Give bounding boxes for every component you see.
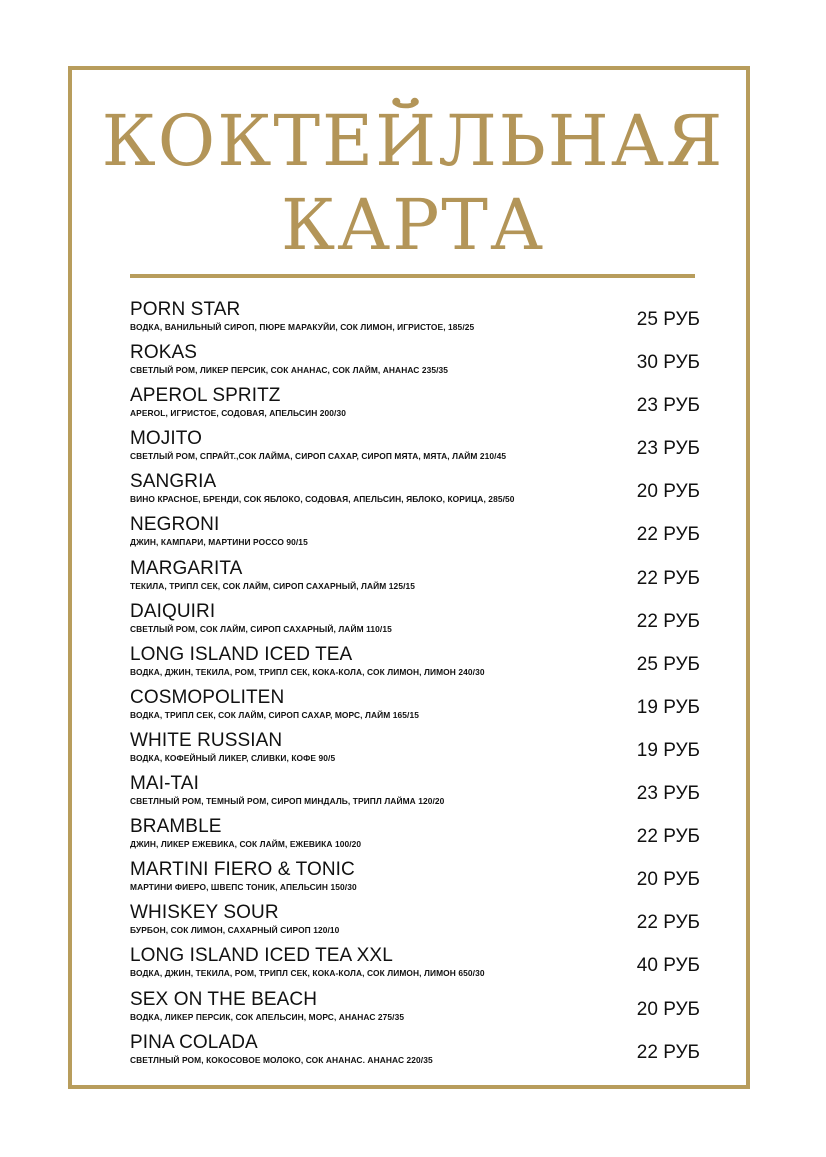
cocktail-price: 25 РУБ bbox=[636, 653, 700, 675]
cocktail-item bbox=[130, 1032, 700, 1075]
cocktail-ingredients: СВЕТЛНЫЙ РОМ, КОКОСОВОЕ МОЛОКО, СОК АНАНАС. АНАНАС 220/35 bbox=[130, 1054, 433, 1065]
cocktail-ingredients: ВИНО КРАСНОЕ, БРЕНДИ, СОК ЯБЛОКО, СОДОВАЯ, АПЕЛЬСИН, ЯБЛОКО, КОРИЦА, 285/50 bbox=[130, 494, 515, 505]
cocktail-name: MARGARITA bbox=[130, 557, 243, 579]
cocktail-price: 20 РУБ bbox=[636, 481, 700, 503]
title-divider bbox=[130, 274, 695, 278]
cocktail-item bbox=[130, 299, 700, 342]
cocktail-name: SEX ON THE BEACH bbox=[130, 988, 318, 1010]
cocktail-price: 19 РУБ bbox=[636, 696, 700, 718]
cocktail-price: 40 РУБ bbox=[636, 955, 700, 977]
cocktail-item bbox=[130, 989, 700, 1032]
cocktail-name: WHITE RUSSIAN bbox=[130, 729, 283, 751]
cocktail-ingredients: ДЖИН, КАМПАРИ, МАРТИНИ РОССО 90/15 bbox=[130, 537, 308, 548]
cocktail-item bbox=[130, 385, 700, 428]
cocktail-name: LONG ISLAND ICED TEA bbox=[130, 643, 353, 665]
cocktail-ingredients: ВОДКА, ТРИПЛ СЕК, СОК ЛАЙМ, СИРОП САХАР, МОРС, ЛАЙМ 165/15 bbox=[130, 709, 419, 720]
menu-title-line-1: КОКТЕЙЛЬНАЯ bbox=[101, 100, 725, 182]
cocktail-ingredients: APEROL, ИГРИСТОЕ, СОДОВАЯ, АПЕЛЬСИН 200/30 bbox=[130, 408, 346, 419]
cocktail-price: 22 РУБ bbox=[636, 1041, 700, 1063]
cocktail-name: APEROL SPRITZ bbox=[130, 385, 281, 407]
cocktail-ingredients: ВОДКА, КОФЕЙНЫЙ ЛИКЕР, СЛИВКИ, КОФЕ 90/5 bbox=[130, 752, 336, 763]
cocktail-price: 23 РУБ bbox=[636, 438, 700, 460]
cocktail-list bbox=[130, 299, 700, 1075]
cocktail-ingredients: ТЕКИЛА, ТРИПЛ СЕК, СОК ЛАЙМ, СИРОП САХАРНЫЙ, ЛАЙМ 125/15 bbox=[130, 580, 416, 591]
cocktail-price: 22 РУБ bbox=[636, 912, 700, 934]
cocktail-ingredients: СВЕТЛЫЙ РОМ, ЛИКЕР ПЕРСИК, СОК АНАНАС, СОК ЛАЙМ, АНАНАС 235/35 bbox=[130, 365, 449, 376]
cocktail-item bbox=[130, 342, 700, 385]
cocktail-price: 22 РУБ bbox=[636, 610, 700, 632]
cocktail-ingredients: ВОДКА, ДЖИН, ТЕКИЛА, РОМ, ТРИПЛ СЕК, КОКА-КОЛА, СОК ЛИМОН, ЛИМОН 240/30 bbox=[130, 666, 485, 677]
cocktail-price: 19 РУБ bbox=[636, 739, 700, 761]
cocktail-item bbox=[130, 428, 700, 471]
cocktail-name: LONG ISLAND ICED TEA XXL bbox=[130, 945, 393, 967]
cocktail-ingredients: МАРТИНИ ФИЕРО, ШВЕПС ТОНИК, АПЕЛЬСИН 150/30 bbox=[130, 882, 357, 893]
cocktail-price: 30 РУБ bbox=[636, 352, 700, 374]
cocktail-name: ROKAS bbox=[130, 342, 198, 364]
cocktail-price: 20 РУБ bbox=[636, 998, 700, 1020]
cocktail-item bbox=[130, 514, 700, 557]
cocktail-item bbox=[130, 816, 700, 859]
cocktail-name: WHISKEY SOUR bbox=[130, 902, 279, 924]
cocktail-ingredients: СВЕТЛНЫЙ РОМ, ТЕМНЫЙ РОМ, СИРОП МИНДАЛЬ, ТРИПЛ ЛАЙМА 120/20 bbox=[130, 796, 445, 807]
cocktail-name: SANGRIA bbox=[130, 471, 217, 493]
cocktail-item bbox=[130, 859, 700, 902]
cocktail-item bbox=[130, 773, 700, 816]
cocktail-item bbox=[130, 601, 700, 644]
cocktail-item bbox=[130, 558, 700, 601]
cocktail-ingredients: СВЕТЛЫЙ РОМ, СОК ЛАЙМ, СИРОП САХАРНЫЙ, ЛАЙМ 110/15 bbox=[130, 623, 392, 634]
cocktail-name: PORN STAR bbox=[130, 299, 241, 320]
cocktail-item bbox=[130, 945, 700, 988]
cocktail-ingredients: ВОДКА, ДЖИН, ТЕКИЛА, РОМ, ТРИПЛ СЕК, КОКА-КОЛА, СОК ЛИМОН, ЛИМОН 650/30 bbox=[130, 968, 485, 979]
cocktail-price: 22 РУБ bbox=[636, 524, 700, 546]
cocktail-ingredients: СВЕТЛЫЙ РОМ, СПРАЙТ.,СОК ЛАЙМА, СИРОП САХАР, СИРОП МЯТА, МЯТА, ЛАЙМ 210/45 bbox=[130, 451, 507, 462]
cocktail-name: COSMOPOLITEN bbox=[130, 686, 285, 708]
cocktail-price: 23 РУБ bbox=[636, 783, 700, 805]
cocktail-item bbox=[130, 644, 700, 687]
cocktail-price: 25 РУБ bbox=[636, 309, 700, 330]
cocktail-ingredients: БУРБОН, СОК ЛИМОН, САХАРНЫЙ СИРОП 120/10 bbox=[130, 925, 340, 936]
cocktail-item bbox=[130, 902, 700, 945]
cocktail-price: 22 РУБ bbox=[636, 567, 700, 589]
cocktail-name: MAI-TAI bbox=[130, 773, 199, 795]
cocktail-name: DAIQUIRI bbox=[130, 600, 216, 622]
cocktail-name: BRAMBLE bbox=[130, 816, 222, 838]
cocktail-item bbox=[130, 471, 700, 514]
cocktail-item bbox=[130, 730, 700, 773]
cocktail-name: MOJITO bbox=[130, 428, 203, 450]
cocktail-price: 20 РУБ bbox=[636, 869, 700, 891]
cocktail-ingredients: ДЖИН, ЛИКЕР ЕЖЕВИКА, СОК ЛАЙМ, ЕЖЕВИКА 100/20 bbox=[130, 839, 362, 850]
cocktail-price: 22 РУБ bbox=[636, 826, 700, 848]
cocktail-name: MARTINI FIERO & TONIC bbox=[130, 859, 355, 881]
cocktail-ingredients: ВОДКА, ЛИКЕР ПЕРСИК, СОК АПЕЛЬСИН, МОРС, АНАНАС 275/35 bbox=[130, 1011, 405, 1022]
cocktail-name: NEGRONI bbox=[130, 514, 220, 536]
cocktail-name: PINA COLADA bbox=[130, 1031, 258, 1053]
menu-title-line-2: КАРТА bbox=[281, 184, 545, 266]
cocktail-price: 23 РУБ bbox=[636, 395, 700, 417]
cocktail-ingredients: ВОДКА, ВАНИЛЬНЫЙ СИРОП, ПЮРЕ МАРАКУЙИ, СОК ЛИМОН, ИГРИСТОЕ, 185/25 bbox=[130, 322, 475, 332]
cocktail-item bbox=[130, 687, 700, 730]
